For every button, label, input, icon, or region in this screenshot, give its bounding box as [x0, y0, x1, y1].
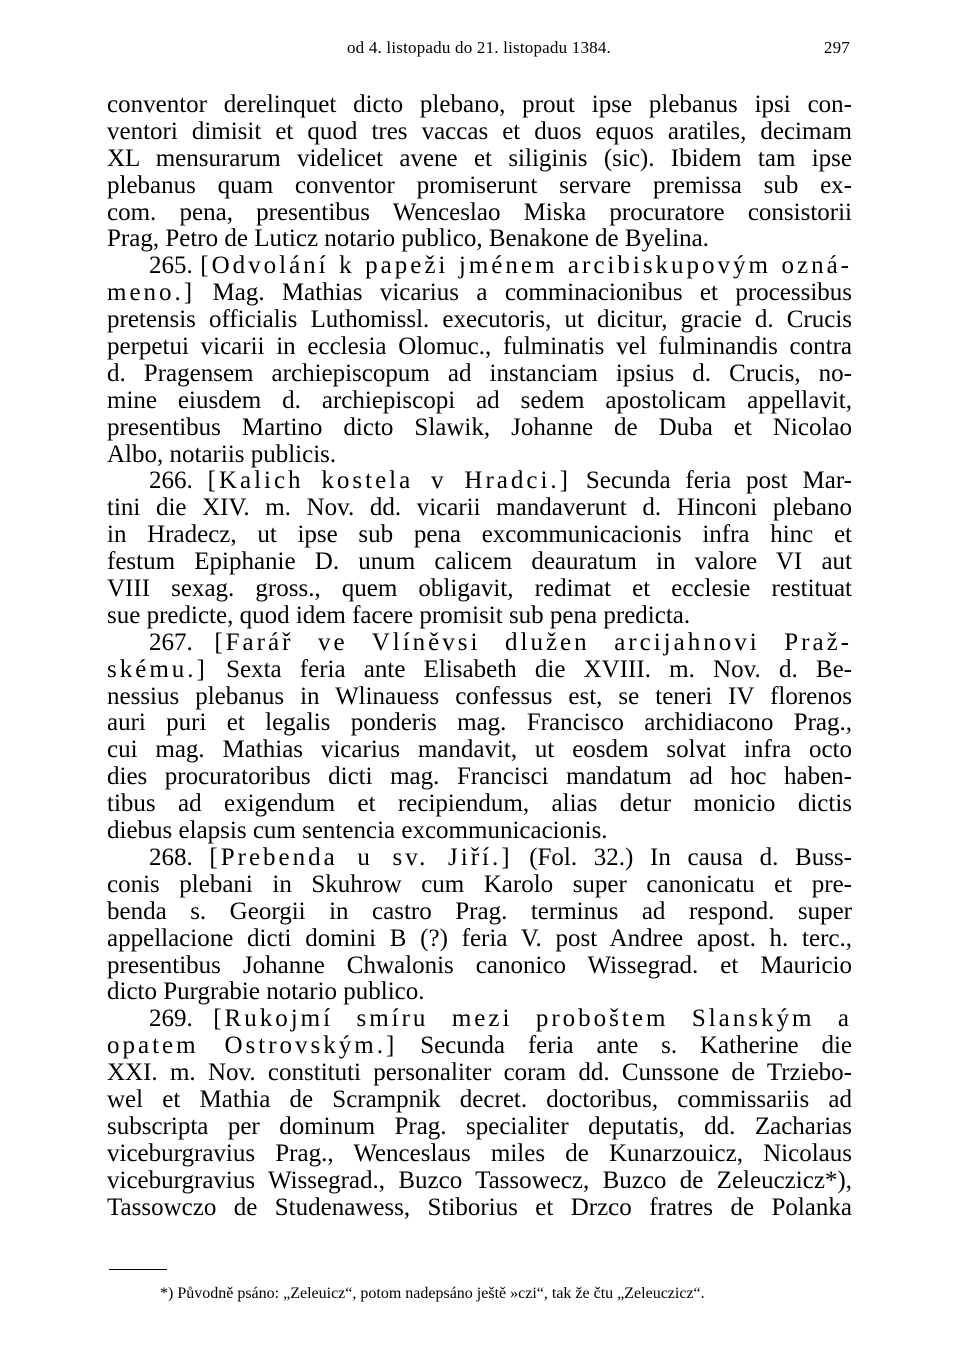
- text-line: [107, 1168, 852, 1195]
- text-line: [107, 442, 852, 469]
- text-line: [107, 603, 852, 630]
- text-line: [107, 1033, 852, 1060]
- line-text: XXI. m. Nov. constituti personaliter coram dd. Cunssone de Trziebo-: [107, 1060, 852, 1087]
- text-line: [107, 953, 852, 980]
- text-line: [107, 146, 852, 173]
- line-text: VIII sexag. gross., quem obligavit, redimat et ecclesie restituat: [107, 576, 852, 603]
- line-text: subscripta per dominum Prag. specialiter deputatis, dd. Zacharias: [107, 1113, 852, 1140]
- line-text: auri puri et legalis ponderis mag. Francisco archidiacono Prag.,: [107, 710, 852, 737]
- line-text: dicto Purgrabie notario publico.: [107, 979, 425, 1006]
- line-text: benda s. Georgii in castro Prag. terminus ad respond. super: [107, 898, 852, 925]
- entry-heading: [Odvolání k papeži jménem arcibiskupovým ozná-: [200, 253, 852, 280]
- line-text: presentibus Johanne Chwalonis canonico Wissegrad. et Mauricio: [107, 952, 852, 979]
- entry-heading: [Kalich kostela v Hradci.]: [207, 468, 571, 495]
- line-text: Sexta feria ante Elisabeth die XVIII. m. Nov. d. Be-: [207, 656, 852, 683]
- entry-heading: skému.]: [107, 656, 208, 683]
- text-line: [107, 361, 852, 388]
- text-line: [107, 307, 852, 334]
- line-text: Albo, notariis publicis.: [107, 441, 337, 468]
- text-line: [107, 657, 852, 684]
- text-line: [107, 468, 852, 495]
- text-line: [107, 173, 852, 200]
- text-line: [107, 1087, 852, 1114]
- line-text: sue predicte, quod idem facere promisit sub pena predicta.: [107, 602, 691, 629]
- line-text: pretensis officialis Luthomissl. executoris, ut dicitur, gracie d. Crucis: [107, 307, 852, 334]
- text-line: [107, 710, 852, 737]
- line-text: viceburgravius Prag., Wenceslaus miles de Kunarzouicz, Nicolaus: [107, 1140, 852, 1167]
- line-text: dies procuratoribus dicti mag. Francisci mandatum ad hoc haben-: [107, 764, 852, 791]
- text-line: [107, 1006, 852, 1033]
- line-text: tibus ad exigendum et recipiendum, alias detur monicio dictis: [107, 791, 852, 818]
- text-line: [107, 576, 852, 603]
- entry-heading: opatem Ostrovským.]: [107, 1033, 398, 1060]
- text-line: [107, 1060, 852, 1087]
- text-line: [107, 899, 852, 926]
- line-text: conventor derelinquet dicto plebano, prout ipse plebanus ipsi con-: [107, 92, 852, 118]
- text-line: [107, 388, 852, 415]
- entry-number: 266.: [149, 468, 208, 495]
- text-line: [107, 415, 852, 442]
- page-number: 297: [823, 38, 850, 57]
- entry-heading: meno.]: [107, 280, 196, 307]
- line-text: appellacione dicti domini B (?) feria V. post Andree apost. h. terc.,: [107, 925, 852, 952]
- footnote-rule: [109, 1269, 167, 1270]
- line-text: tini die XIV. m. Nov. dd. vicarii mandaverunt d. Hinconi plebano: [107, 495, 852, 522]
- text-line: [107, 92, 852, 119]
- text-line: [107, 522, 852, 549]
- line-text: perpetui vicarii in ecclesia Olomuc., fulminatis vel fulminandis contra: [107, 334, 852, 361]
- line-text: viceburgravius Wissegrad., Buzco Tassowecz, Buzco de Zeleuczicz*),: [107, 1167, 852, 1194]
- line-text: Tassowczo de Studenawess, Stiborius et Drzco fratres de Polanka: [107, 1194, 852, 1221]
- text-line: [107, 495, 852, 522]
- text-line: [107, 630, 852, 657]
- line-text: in Hradecz, ut ipse sub pena excommunicacionis infra hinc et: [107, 522, 852, 549]
- line-text: ventori dimisit et quod tres vaccas et duos equos aratiles, decimam: [107, 118, 852, 145]
- running-title: od 4. listopadu do 21. listopadu 1384.: [346, 38, 611, 57]
- entry-number: 265.: [149, 253, 201, 280]
- line-text: d. Pragensem archiepiscopum ad instanciam ipsius d. Crucis, no-: [107, 360, 852, 387]
- text-line: [107, 334, 852, 361]
- text-line: [107, 253, 852, 280]
- line-text: XL mensurarum videlicet avene et siliginis (sic). Ibidem tam ipse: [107, 145, 852, 172]
- line-text: Mag. Mathias vicarius a comminacionibus et processibus: [195, 280, 852, 307]
- text-line: [107, 818, 852, 845]
- line-text: cui mag. Mathias vicarius mandavit, ut eosdem solvat infra octo: [107, 737, 852, 764]
- text-line: [107, 845, 852, 872]
- line-text: wel et Mathia de Scrampnik decret. doctoribus, commissariis ad: [107, 1086, 852, 1113]
- entry-heading: [Farář ve Vlíněvsi dlužen arcijahnovi Praž-: [214, 629, 852, 656]
- line-text: Prag, Petro de Luticz notario publico, Benakone de Byelina.: [107, 226, 709, 253]
- text-line: [107, 926, 852, 953]
- line-text: conis plebani in Skuhrow cum Karolo super canonicatu et pre-: [107, 871, 852, 898]
- text-line: [107, 764, 852, 791]
- text-line: [107, 872, 852, 899]
- line-text: (Fol. 32.) In causa d. Buss-: [512, 844, 852, 871]
- line-text: diebus elapsis cum sentencia excommunicacionis.: [107, 818, 608, 845]
- line-text: festum Epiphanie D. unum calicem deauratum in valore VI aut: [107, 549, 852, 576]
- text-line: [107, 1114, 852, 1141]
- line-text: com. pena, presentibus Wenceslao Miska procuratore consistorii: [107, 199, 852, 226]
- text-line: [107, 1141, 852, 1168]
- text-line: [107, 280, 852, 307]
- entry-number: 267.: [149, 629, 215, 656]
- line-text: nessius plebanus in Wlinauess confessus est, se teneri IV florenos: [107, 683, 852, 710]
- text-line: [107, 1195, 852, 1222]
- line-text: mine eiusdem d. archiepiscopi ad sedem apostolicam appellavit,: [107, 387, 852, 414]
- text-line: [107, 979, 852, 1006]
- line-text: presentibus Martino dicto Slawik, Johanne de Duba et Nicolao: [107, 414, 852, 441]
- footnote: *) Původně psáno: „Zeleuicz“, potom nadepsáno ještě »czi“, tak že čtu „Zeleuczicz“.: [160, 1285, 705, 1302]
- line-text: Secunda feria post Mar-: [571, 468, 852, 495]
- entry-number: 268.: [149, 844, 210, 871]
- line-text: plebanus quam conventor promiserunt servare premissa sub ex-: [107, 172, 852, 199]
- text-line: [107, 226, 852, 253]
- text-line: [107, 549, 852, 576]
- text-line: [107, 737, 852, 764]
- body-text: [107, 92, 852, 1221]
- entry-heading: [Prebenda u sv. Jiří.]: [209, 844, 513, 871]
- text-line: [107, 200, 852, 227]
- text-line: [107, 119, 852, 146]
- running-head: [108, 38, 850, 60]
- line-text: Secunda feria ante s. Katherine die: [397, 1033, 852, 1060]
- text-line: [107, 791, 852, 818]
- entry-number: 269.: [149, 1006, 214, 1033]
- entry-heading: [Rukojmí smíru mezi proboštem Slanským a: [213, 1006, 852, 1033]
- text-line: [107, 684, 852, 711]
